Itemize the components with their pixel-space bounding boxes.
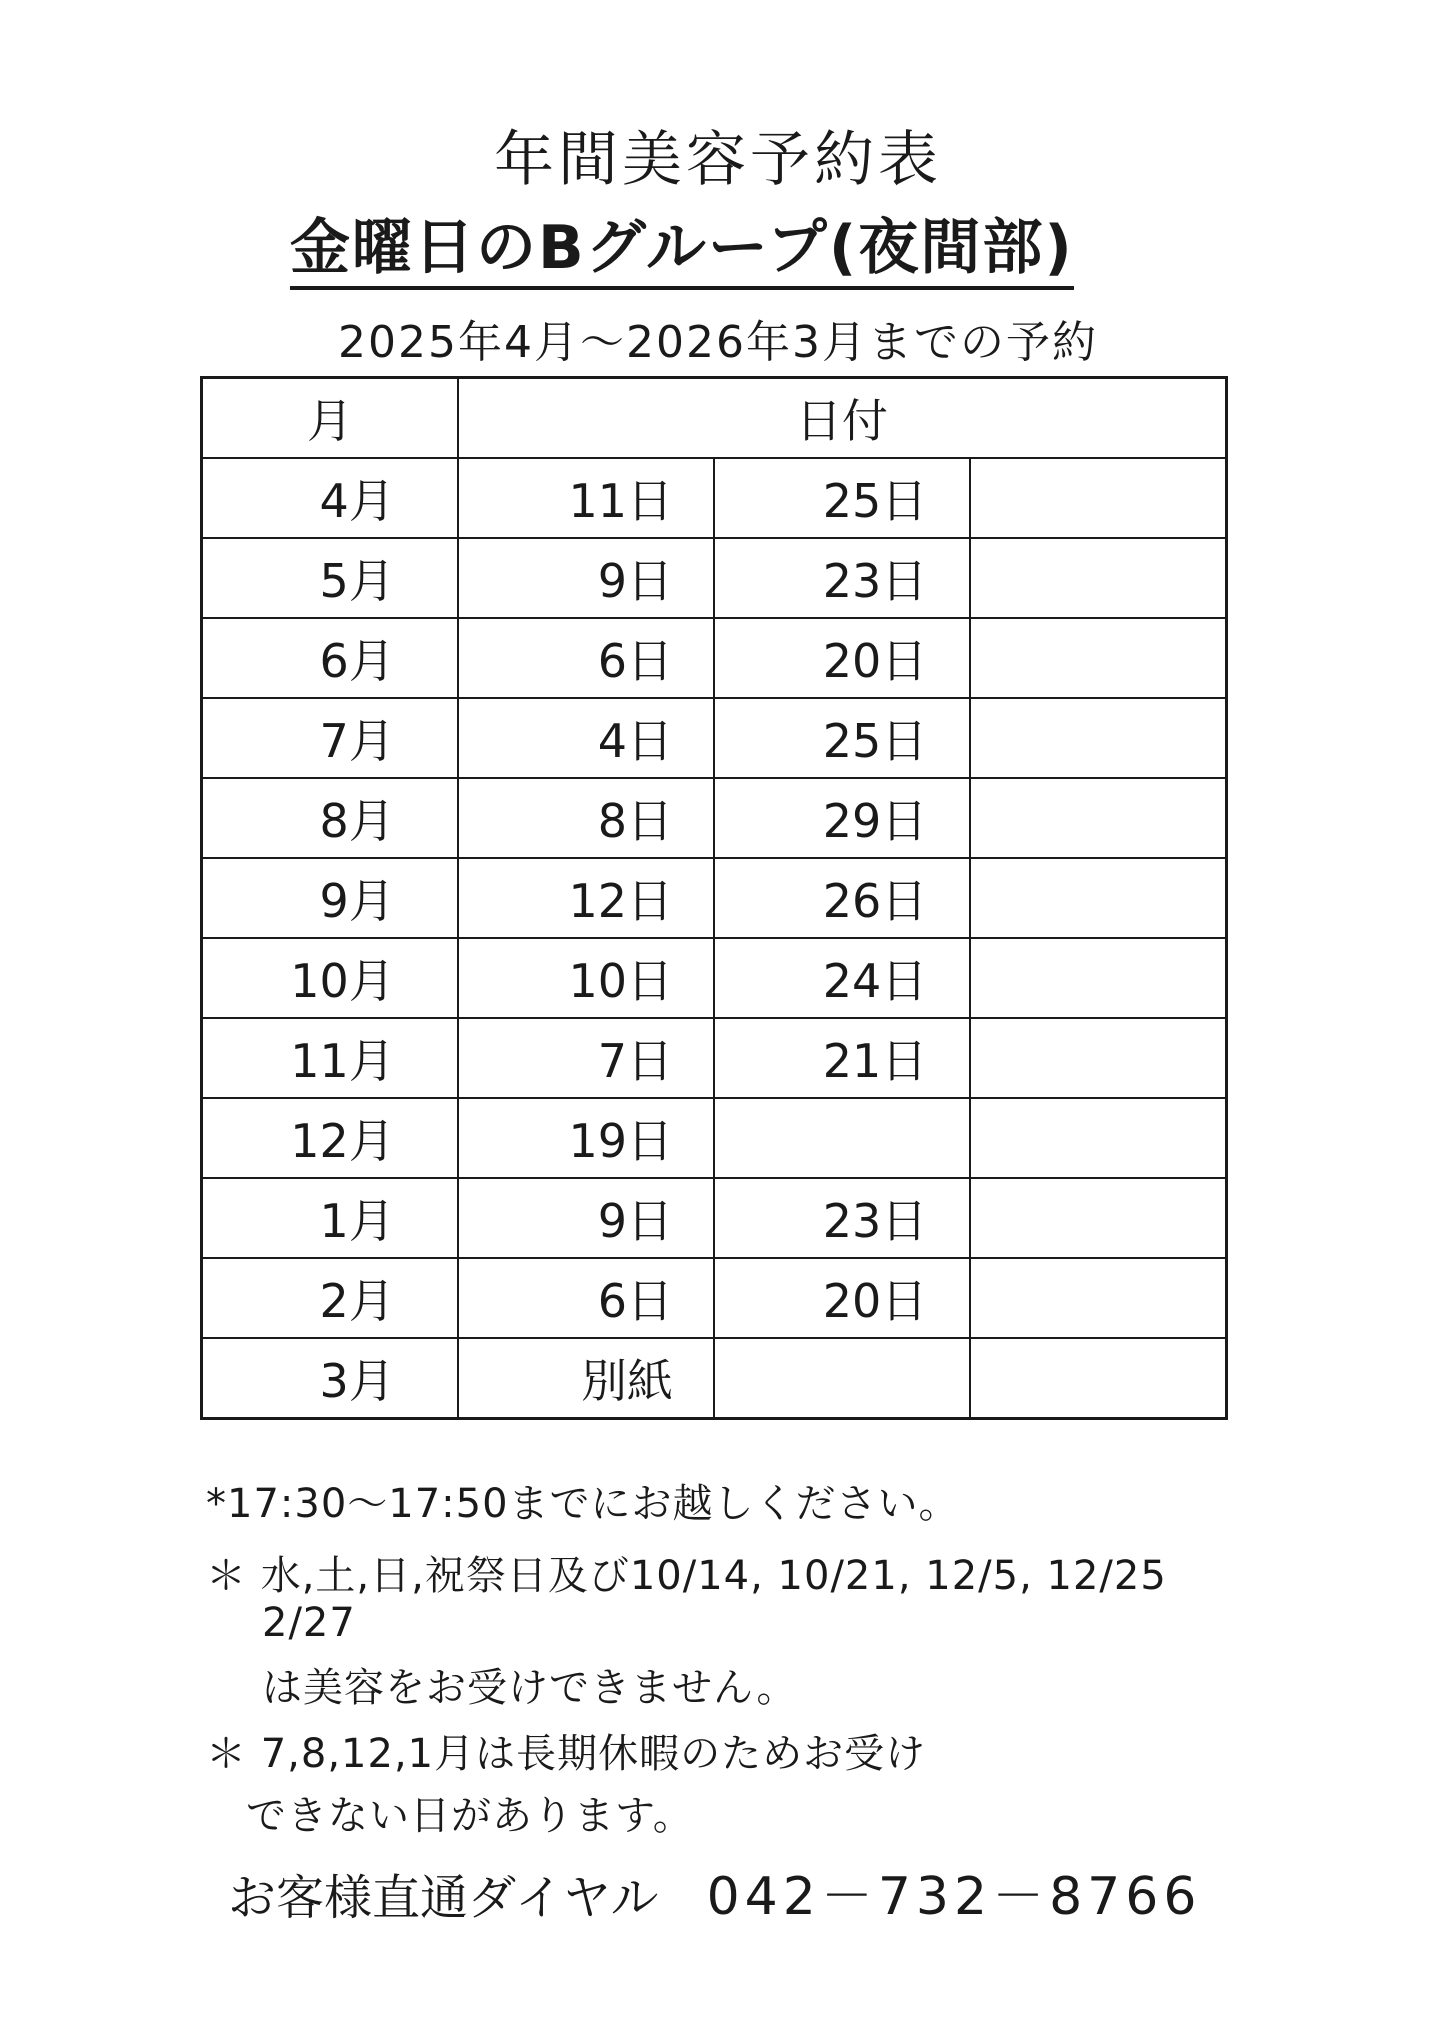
date-cell: 20日 [714, 1258, 970, 1338]
closed-days-note-line2: 2/27 [262, 1600, 356, 1646]
table-row [202, 698, 1227, 778]
date-cell: 21日 [714, 1018, 970, 1098]
document-title: 年間美容予約表 [494, 125, 942, 195]
date-cell: 10日 [458, 938, 714, 1018]
date-cell: 11日 [458, 458, 714, 538]
month-cell: 4月 [202, 458, 458, 538]
date-cell [970, 698, 1226, 778]
date-cell [714, 1098, 970, 1178]
date-cell: 6日 [458, 618, 714, 698]
table-row [202, 778, 1227, 858]
table-row [202, 618, 1227, 698]
month-cell: 11月 [202, 1018, 458, 1098]
date-cell: 19日 [458, 1098, 714, 1178]
date-cell [970, 618, 1226, 698]
header-dates: 日付 [458, 378, 1227, 459]
date-cell [970, 538, 1226, 618]
date-cell [970, 1338, 1226, 1419]
date-cell: 8日 [458, 778, 714, 858]
holiday-note-line1: ＊ 7,8,12,1月は長期休暇のためお受け [206, 1731, 927, 1777]
contact-line [228, 1854, 1201, 1929]
contact-phone: 042－732－8766 [706, 1867, 1202, 1927]
date-cell: 23日 [714, 1178, 970, 1258]
date-cell [970, 1258, 1226, 1338]
table-row [202, 1098, 1227, 1178]
date-cell [970, 1018, 1226, 1098]
date-cell: 9日 [458, 1178, 714, 1258]
schedule-table [200, 376, 1228, 1420]
closed-days-note-line3: は美容をお受けできません。 [262, 1665, 798, 1711]
table-row [202, 458, 1227, 538]
date-cell: 20日 [714, 618, 970, 698]
month-cell: 3月 [202, 1338, 458, 1419]
table-row [202, 858, 1227, 938]
month-cell: 7月 [202, 698, 458, 778]
month-cell: 8月 [202, 778, 458, 858]
date-cell: 25日 [714, 458, 970, 538]
month-cell: 6月 [202, 618, 458, 698]
header-month: 月 [202, 378, 458, 459]
date-cell [970, 458, 1226, 538]
date-cell: 29日 [714, 778, 970, 858]
date-cell: 7日 [458, 1018, 714, 1098]
date-cell: 別紙 [458, 1338, 714, 1419]
month-cell: 9月 [202, 858, 458, 938]
date-cell [970, 1178, 1226, 1258]
date-cell [970, 938, 1226, 1018]
date-cell [970, 1098, 1226, 1178]
date-cell: 12日 [458, 858, 714, 938]
holiday-note-line2: できない日があります。 [246, 1793, 694, 1839]
date-cell [714, 1338, 970, 1419]
table-row [202, 1258, 1227, 1338]
date-cell [970, 778, 1226, 858]
month-cell: 12月 [202, 1098, 458, 1178]
date-cell: 24日 [714, 938, 970, 1018]
table-row [202, 938, 1227, 1018]
date-cell: 23日 [714, 538, 970, 618]
month-cell: 1月 [202, 1178, 458, 1258]
document-subtitle: 金曜日のBグループ(夜間部) [290, 212, 1074, 290]
date-cell: 4日 [458, 698, 714, 778]
month-cell: 2月 [202, 1258, 458, 1338]
closed-days-note-line1: ＊ 水,土,日,祝祭日及び10/14, 10/21, 12/5, 12/25 [206, 1553, 1167, 1599]
date-cell [970, 858, 1226, 938]
date-cell: 26日 [714, 858, 970, 938]
table-header-row [202, 378, 1227, 459]
table-row [202, 1338, 1227, 1419]
table-row [202, 1178, 1227, 1258]
month-cell: 10月 [202, 938, 458, 1018]
date-cell: 6日 [458, 1258, 714, 1338]
table-row [202, 1018, 1227, 1098]
month-cell: 5月 [202, 538, 458, 618]
contact-label: お客様直通ダイヤル [228, 1870, 659, 1926]
reservation-period: 2025年4月～2026年3月までの予約 [338, 317, 1098, 368]
date-cell: 9日 [458, 538, 714, 618]
date-cell: 25日 [714, 698, 970, 778]
arrival-time-note: *17:30～17:50までにお越しください。 [206, 1481, 960, 1527]
table-row [202, 538, 1227, 618]
